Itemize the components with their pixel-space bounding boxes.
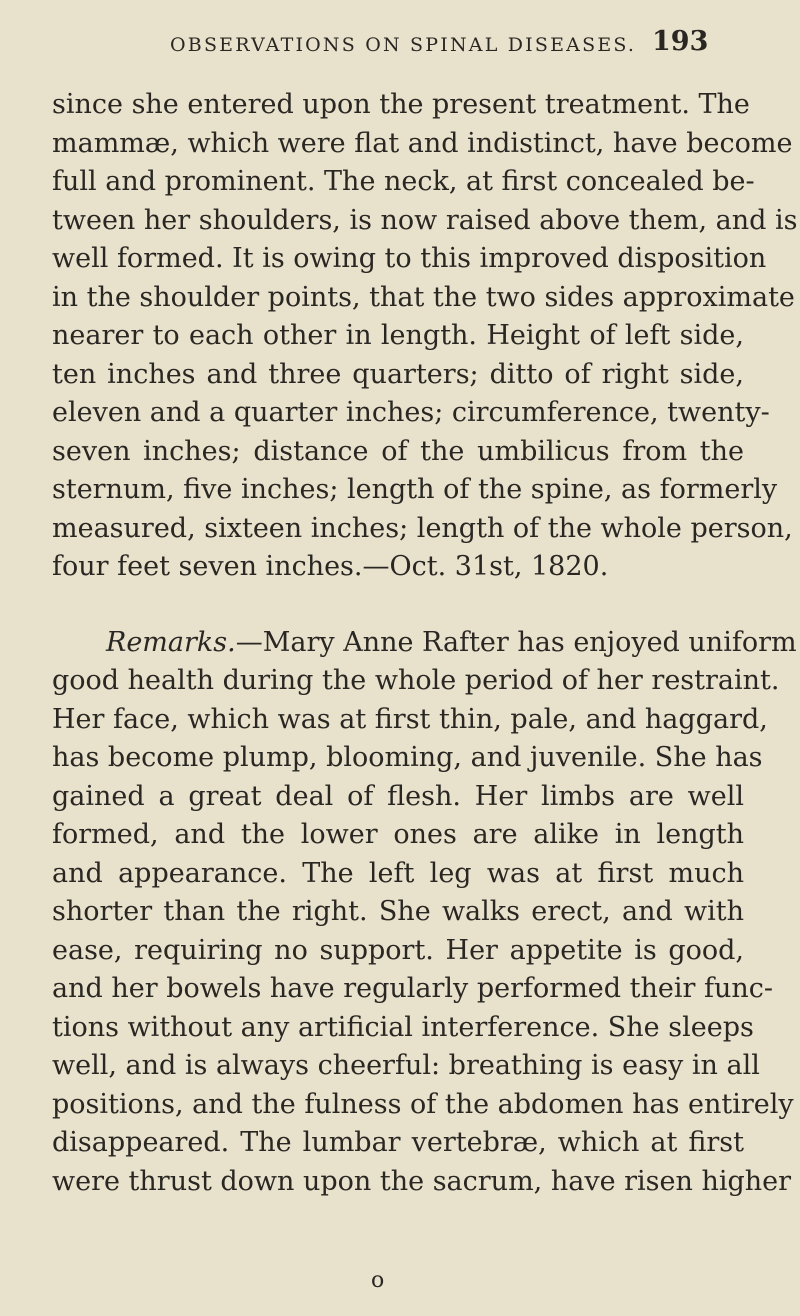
text-line: gained a great deal of flesh. Her limbs are well bbox=[52, 780, 744, 812]
text-line: and her bowels have regularly performed their func- bbox=[52, 973, 774, 1004]
text-line: ten inches and three quarters; ditto of right side, bbox=[52, 358, 744, 390]
paragraph-gap bbox=[52, 587, 744, 624]
text-line: full and prominent. The neck, at first concealed be- bbox=[52, 166, 755, 197]
text-line: since she entered upon the present treatment. The bbox=[52, 89, 750, 120]
text-line: eleven and a quarter inches; circumference, twenty- bbox=[52, 397, 770, 428]
text-line: were thrust down upon the sacrum, have risen higher bbox=[52, 1165, 792, 1197]
text-line: measured, sixteen inches; length of the whole person, bbox=[52, 512, 793, 544]
text-line: in the shoulder points, that the two sides approximate bbox=[52, 281, 795, 313]
paragraph-measurements bbox=[52, 86, 798, 587]
remarks-first-line bbox=[52, 624, 797, 663]
text-line: nearer to each other in length. Height of left side, bbox=[52, 320, 744, 351]
text-line: and appearance. The left leg was at first much bbox=[52, 857, 744, 889]
text-line: shorter than the right. She walks erect, and with bbox=[52, 896, 744, 927]
running-head bbox=[0, 22, 800, 62]
text-line: disappeared. The lumbar vertebræ, which at first bbox=[52, 1127, 744, 1158]
running-title: OBSERVATIONS ON SPINAL DISEASES. bbox=[170, 34, 637, 56]
text-line: tween her shoulders, is now raised above them, and is bbox=[52, 204, 798, 236]
text-line: tions without any artificial interference. She sleeps bbox=[52, 1011, 754, 1043]
text-line: formed, and the lower ones are alike in length bbox=[52, 819, 744, 850]
text-line: seven inches; distance of the umbilicus from the bbox=[52, 435, 744, 467]
text-line: positions, and the fulness of the abdomen has entirely bbox=[52, 1088, 794, 1120]
page-number: 193 bbox=[652, 26, 709, 57]
body-text bbox=[52, 86, 798, 1201]
signature-mark: o bbox=[371, 1268, 385, 1293]
text-line: Her face, which was at first thin, pale, and haggard, bbox=[52, 703, 768, 735]
remarks-label: Remarks. bbox=[106, 626, 236, 658]
text-line: well formed. It is owing to this improved disposition bbox=[52, 243, 767, 274]
text-line: good health during the whole period of her restraint. bbox=[52, 665, 780, 696]
remarks-first-line-text: —Mary Anne Rafter has enjoyed uniform bbox=[235, 626, 797, 658]
text-line: sternum, five inches; length of the spine, as formerly bbox=[52, 474, 778, 505]
text-line: mammæ, which were flat and indistinct, have become bbox=[52, 127, 793, 159]
text-line: ease, requiring no support. Her appetite is good, bbox=[52, 934, 744, 966]
text-line: four feet seven inches.—Oct. 31st, 1820. bbox=[52, 551, 609, 582]
text-line: well, and is always cheerful: breathing is easy in all bbox=[52, 1050, 760, 1081]
paragraph-remarks bbox=[52, 624, 797, 1202]
text-line: has become plump, blooming, and juvenile. She has bbox=[52, 742, 763, 773]
